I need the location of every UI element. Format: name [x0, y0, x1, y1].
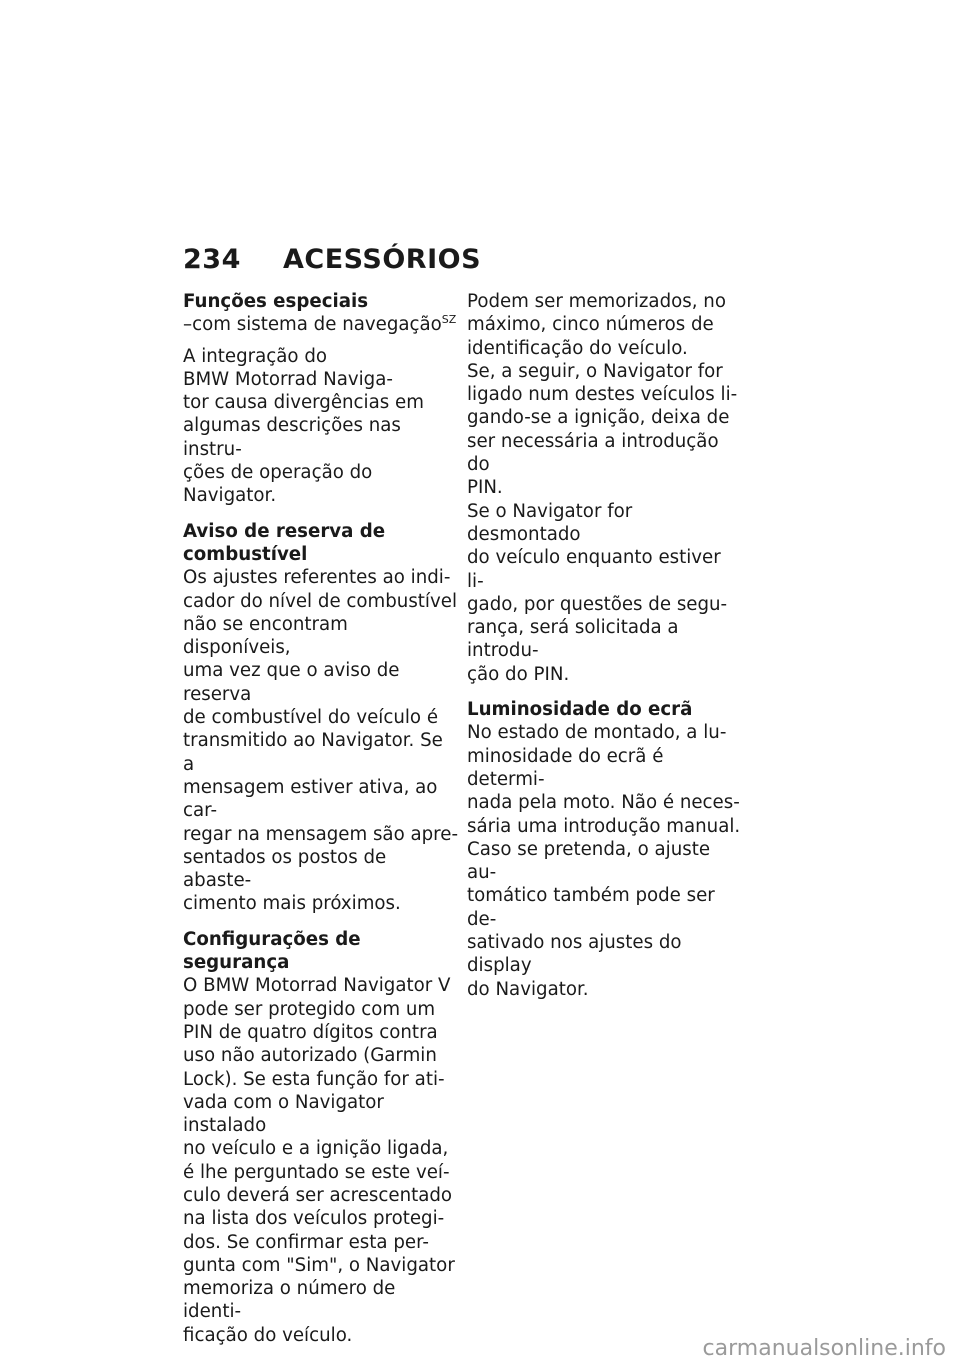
right-column	[467, 290, 742, 1013]
page-number: 234	[183, 244, 241, 275]
section-screen-brightness	[467, 698, 742, 1001]
section-subheading	[183, 313, 458, 336]
section-special-functions	[183, 290, 458, 337]
subheading-text: –com sistema de navegação	[183, 314, 442, 336]
section-security-continued	[467, 290, 742, 686]
section-body: A integração do BMW Motorrad Naviga- tor causa divergências em algumas descrições nas instru- ções de operação do Navigator.	[183, 345, 424, 507]
section-body: O BMW Motorrad Navigator V pode ser protegido com um PIN de quatro dígitos contra uso não autorizado (Garmin Lock). Se esta função for ati- vada com o Navigator instalado no veículo e a ignição ligada, é lhe perguntado se este veí- culo deverá ser acrescentado na lista dos veículos protegi- dos. Se confirmar esta per- gunta com "Sim", o Navigator memoriza o número de identi- ficação do veículo.	[183, 975, 455, 1346]
section-body: No estado de montado, a lu- minosidade do ecrã é determi- nada pela moto. Não é neces- sária uma introdução manual. Caso se pretenda, o ajuste au- tomático também pode ser de- sativado nos ajustes do display do Navigator.	[467, 722, 741, 1000]
section-body: Podem ser memorizados, no máximo, cinco números de identificação do veículo. Se, a seguir, o Navigator for ligado num destes veículos li- gando-se a ignição, deixa de ser necessária a introdução do PIN. Se o Navigator for desmontado do veículo enquanto estiver li- gado, por questões de segu- rança, será solicitada a introdu- ção do PIN.	[467, 291, 738, 685]
section-heading: Aviso de reserva de combustível	[183, 520, 386, 565]
left-column	[183, 290, 458, 1359]
section-heading: Luminosidade do ecrã	[467, 699, 693, 721]
section-fuel-reserve	[183, 520, 458, 916]
section-security-settings	[183, 928, 458, 1347]
section-special-functions-body	[183, 345, 458, 508]
page-header	[183, 244, 481, 284]
section-heading: Funções especiais	[183, 291, 369, 312]
watermark: carmanualsonline.info	[702, 1336, 946, 1361]
chapter-title: ACESSÓRIOS	[283, 244, 482, 275]
section-heading: Configurações de segurança	[183, 928, 361, 974]
option-superscript: SZ	[441, 313, 457, 327]
section-body: Os ajustes referentes ao indi- cador do nível de combustível não se encontram disponíveis, uma vez que o aviso de reserva de combustível do veículo é transmitido ao Navigator. Se a mensagem estiver ativa, ao car- regar na mensagem são apre- sentados os postos de abaste- cimento mais próximos.	[183, 567, 459, 915]
